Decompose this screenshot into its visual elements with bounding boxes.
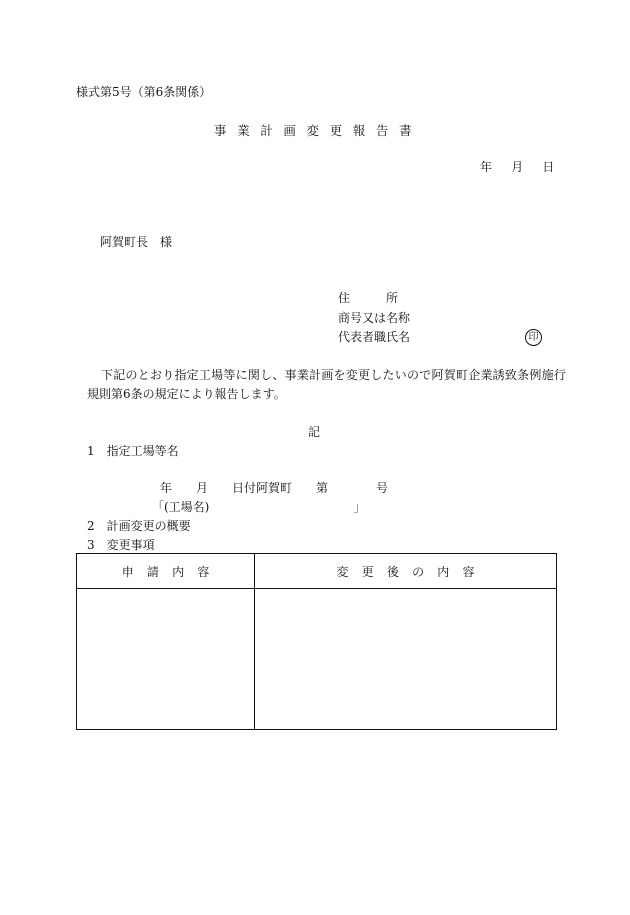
factory-name-line: 「(工場名) 」 xyxy=(152,500,366,514)
address-label: 住 所 xyxy=(338,291,399,305)
application-content-header: 申請内容 xyxy=(121,564,223,579)
change-items-table xyxy=(76,553,557,730)
ki-heading: 記 xyxy=(308,425,321,439)
table-header-row xyxy=(77,554,557,589)
table-row xyxy=(77,589,557,730)
after-change-content-cell[interactable] xyxy=(255,589,557,730)
body-text-line-1: 下記のとおり指定工場等に関し、事業計画を変更したいので阿賀町企業誘致条例施行 xyxy=(101,368,567,382)
document-title: 事業計画変更報告書 xyxy=(214,123,423,138)
date-line: 年 月 日 xyxy=(480,160,559,174)
company-name-label: 商号又は名称 xyxy=(338,311,411,325)
seal-mark: 印 xyxy=(525,329,542,346)
header-cell-after-change xyxy=(255,554,557,589)
after-change-content-header: 変更後の内容 xyxy=(336,564,488,579)
application-content-cell[interactable] xyxy=(77,589,255,730)
header-cell-application xyxy=(77,554,255,589)
item-3-label: 3 変更事項 xyxy=(87,538,155,552)
designation-line: 年 月 日付阿賀町 第 号 xyxy=(160,481,389,495)
item-2-label: 2 計画変更の概要 xyxy=(87,519,191,533)
item-1-label: 1 指定工場等名 xyxy=(87,444,179,458)
addressee: 阿賀町長 様 xyxy=(100,235,173,249)
body-text-line-2: 規則第6条の規定により報告します。 xyxy=(87,387,286,401)
representative-label: 代表者職氏名 xyxy=(338,330,411,344)
form-number: 様式第5号（第6条関係） xyxy=(76,85,212,99)
